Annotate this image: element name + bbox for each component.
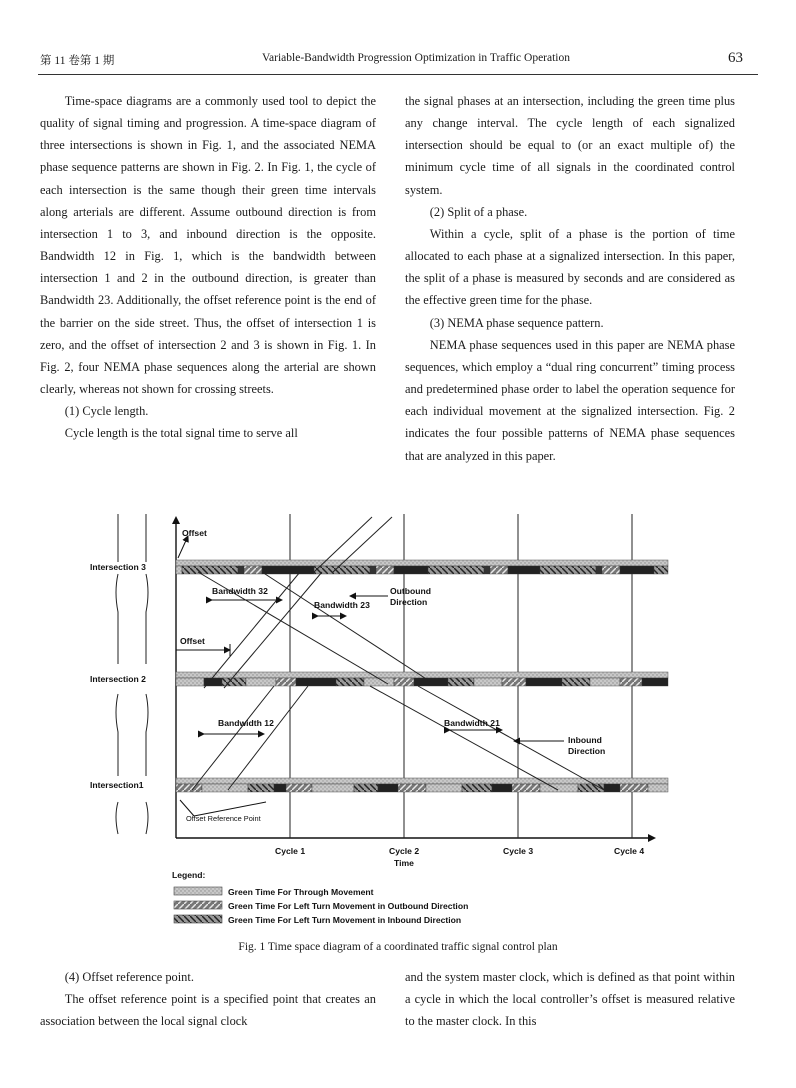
signal-phase-segment	[182, 566, 238, 574]
signal-phase-segment	[508, 566, 540, 574]
signal-phase-segment	[484, 566, 490, 574]
signal-phase-segment	[176, 566, 182, 574]
signal-phase-segment	[620, 678, 642, 686]
signal-phase-segment	[354, 784, 378, 792]
signal-phase-segment	[602, 566, 620, 574]
journal-issue: 第 11 卷第 1 期	[40, 55, 115, 67]
time-space-diagram	[88, 514, 690, 934]
signal-phase-segment	[502, 678, 526, 686]
signal-phase-segment	[312, 784, 354, 792]
signal-phase-segment	[378, 784, 398, 792]
paragraph: Within a cycle, split of a phase is the portion of time allocated to each phase at a signalized intersection. In this paper, the split of a phase is measured by seconds and are considered as the effective green time for the phase.	[405, 226, 735, 308]
signal-phase-segment	[246, 678, 276, 686]
signal-phase-segment	[274, 784, 286, 792]
intersection-1-label: Intersection1	[90, 780, 144, 790]
through-green-band	[176, 778, 668, 784]
x-axis-arrow	[648, 834, 656, 842]
signal-phase-segment	[540, 566, 596, 574]
signal-phase-segment	[248, 784, 274, 792]
bottom-left-column	[40, 966, 376, 1032]
through-green-band	[176, 672, 668, 678]
legend-title: Legend:	[172, 870, 206, 880]
offset-label-mid: Offset	[180, 636, 205, 646]
signal-phase-segment	[262, 566, 314, 574]
signal-phase-segment	[642, 678, 668, 686]
signal-phase-segment	[202, 784, 248, 792]
time-axis-label: Time	[394, 858, 414, 868]
signal-phase-segment	[596, 566, 602, 574]
cycle-2-label: Cycle 2	[389, 846, 420, 856]
signal-phase-segment	[370, 566, 376, 574]
bottom-right-column	[405, 966, 735, 1032]
bandwidth-32-label: Bandwidth 32	[212, 586, 268, 596]
signal-phase-segment	[238, 566, 244, 574]
signal-phase-segment	[394, 678, 414, 686]
signal-phase-segment	[176, 678, 204, 686]
signal-phase-segment	[526, 678, 562, 686]
signal-phase-segment	[222, 678, 246, 686]
signal-phase-segment	[176, 784, 202, 792]
paragraph: the signal phases at an intersection, including the green time plus any change interval. The cycle length of each signalized intersection should be equal to (or an exact multiple of) the minimum cycle time of all signals in the coordinated control system.	[405, 94, 735, 197]
signal-phase-segment	[562, 678, 590, 686]
signal-phase-segment	[648, 784, 668, 792]
subheading-nema: (3) NEMA phase sequence pattern.	[429, 315, 604, 330]
right-column	[405, 90, 735, 467]
signal-phase-segment	[398, 784, 426, 792]
through-green-band	[176, 560, 668, 566]
signal-phase-segment	[286, 784, 312, 792]
inbound-label: Inbound	[568, 735, 602, 745]
legend-through: Green Time For Through Movement	[228, 887, 374, 897]
signal-phase-segment	[394, 566, 428, 574]
legend-outbound: Green Time For Left Turn Movement in Outbound Direction	[228, 901, 469, 911]
bandwidth-21-label: Bandwidth 21	[444, 718, 500, 728]
bandwidth-12-label: Bandwidth 12	[218, 718, 274, 728]
figure-caption: Fig. 1 Time space diagram of a coordinated traffic signal control plan	[238, 941, 558, 953]
signal-phase-segment	[540, 784, 578, 792]
cycle-4-label: Cycle 4	[614, 846, 645, 856]
paragraph: Cycle length is the total signal time to serve all	[64, 426, 298, 441]
inbound-direction-label: Direction	[568, 746, 606, 756]
subheading-cycle-length: (1) Cycle length.	[64, 404, 149, 419]
paragraph: NEMA phase sequences used in this paper are NEMA phase sequences, which employ a “dual ring concurrent” timing process and predetermined phase order to label the operation sequence for each individual movement at the signalized intersection. Fig. 2 indicates the four possible patterns of NEMA phase sequences that are analyzed in this paper.	[405, 337, 735, 463]
signal-phase-segment	[590, 678, 620, 686]
signal-phase-segment	[244, 566, 262, 574]
signal-phase-segment	[336, 678, 364, 686]
signal-phase-segment	[492, 784, 512, 792]
signal-phase-segment	[296, 678, 336, 686]
signal-phase-segment	[474, 678, 502, 686]
paragraph: The offset reference point is a specified point that creates an association between the local signal clock	[40, 992, 376, 1029]
outbound-direction-label: Direction	[390, 597, 428, 607]
signal-phase-segment	[314, 566, 370, 574]
running-title: Variable-Bandwidth Progression Optimization in Traffic Operation	[262, 52, 571, 64]
outbound-label: Outbound	[390, 586, 432, 596]
signal-phase-segment	[620, 784, 648, 792]
paragraph: Time-space diagrams are a commonly used tool to depict the quality of signal timing and progression. A time-space diagram of three intersections is shown in Fig. 1, and the associated NEMA phase sequence patterns are shown in Fig. 2. In Fig. 1, the cycle of each intersection is the same though their green time intervals along arterials are different. Assume outbound direction is from intersection 1 to 3, and inbound direction is the opposite. Bandwidth 12 in Fig. 1, which is the bandwidth between intersection 1 and 2 in the outbound direction, is greater than Bandwidth 23. Additionally, the offset reference point is the end of the barrier on the side street. Thus, the offset of intersection 1 is zero, and the offset of intersection 2 and 3 is shown in Fig. 1. In Fig. 2, four NEMA phase sequences along the arterial are shown clearly, whereas not shown for crossing streets.	[40, 94, 376, 397]
legend-swatch-outbound	[174, 901, 222, 909]
page-number: 63	[728, 50, 743, 66]
signal-phase-segment	[426, 784, 462, 792]
subheading-offset: (4) Offset reference point.	[64, 970, 194, 984]
signal-phase-segment	[376, 566, 394, 574]
offset-reference-label: Offset Reference Point	[186, 814, 261, 823]
legend-inbound: Green Time For Left Turn Movement in Inbound Direction	[228, 915, 462, 925]
y-axis-arrow	[172, 516, 180, 524]
intersection-3-label: Intersection 3	[90, 562, 146, 572]
signal-phase-segment	[512, 784, 540, 792]
signal-phase-segment	[490, 566, 508, 574]
signal-phase-segment	[462, 784, 492, 792]
cycle-3-label: Cycle 3	[503, 846, 534, 856]
cycle-1-label: Cycle 1	[275, 846, 306, 856]
signal-phase-segment	[448, 678, 474, 686]
signal-phase-segment	[654, 566, 668, 574]
paragraph: and the system master clock, which is defined as that point within a cycle in which the local controller’s offset is measured relative to the master clock. In this	[405, 970, 735, 1029]
signal-phase-segment	[604, 784, 620, 792]
subheading-split: (2) Split of a phase.	[429, 204, 528, 219]
bandwidth-23-label: Bandwidth 23	[314, 600, 370, 610]
signal-phase-segment	[276, 678, 296, 686]
page-header	[0, 0, 796, 80]
left-column	[40, 90, 376, 445]
header-rule	[38, 74, 758, 75]
signal-phase-segment	[428, 566, 484, 574]
intersection-2-label: Intersection 2	[90, 674, 146, 684]
legend-swatch-inbound	[174, 915, 222, 923]
offset-label-top: Offset	[182, 528, 207, 538]
progression-bands	[192, 517, 604, 790]
legend-swatch-through	[174, 887, 222, 895]
signal-phase-segment	[620, 566, 654, 574]
